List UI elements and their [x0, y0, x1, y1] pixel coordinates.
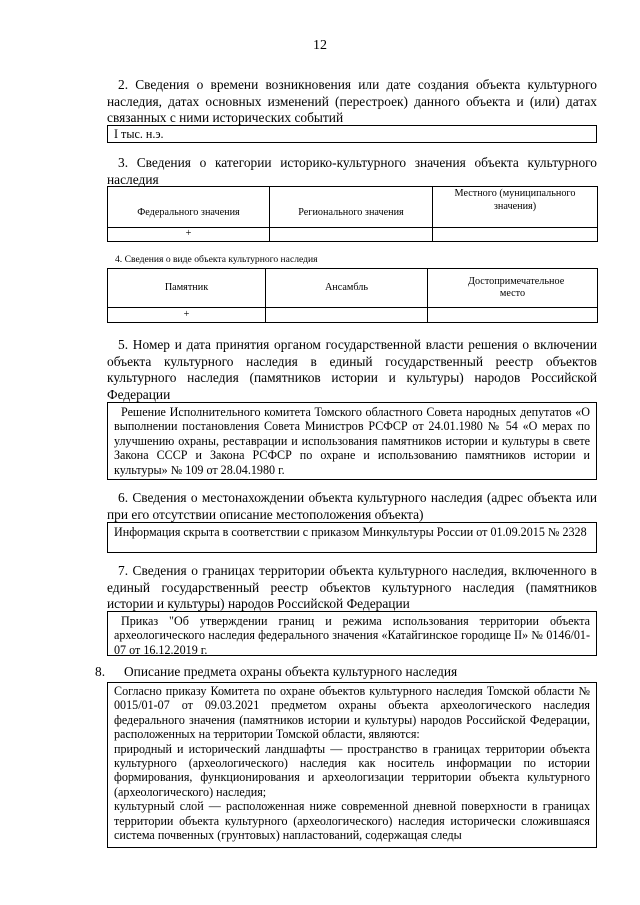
- type-landmark: Достопримечательное место: [428, 269, 598, 308]
- section-6-heading: 6. Сведения о местонахождении объекта культурного наследия (адрес объекта или при его отсутствии описание местоположения объекта): [107, 490, 597, 522]
- section-5-heading: 5. Номер и дата принятия органом государственной власти решения о включении объекта культурного наследия в единый государственный реестр объектов культурного наследия (памятников истории и культуры) народов Российской Федерации: [107, 337, 597, 402]
- type-table: [107, 268, 598, 323]
- section-2-heading: 2. Сведения о времени возникновения или дате создания объекта культурного наследия, датах основных изменений (перестроек) данного объекта и (или) датах связанных с ними исторических событий: [107, 77, 597, 125]
- section-2-value: I тыс. н.э.: [107, 125, 597, 143]
- section-8-paragraph: природный и исторический ландшафты — пространство в границах территории объекта культурного (археологического) наследия как носитель информации по истории формирования, функционирования и археологизации территории объекта культурного (археологического) наследия;: [114, 741, 590, 799]
- category-table-row: [108, 228, 598, 242]
- section-5-value: [107, 402, 597, 480]
- category-federal-mark: +: [108, 228, 270, 242]
- section-4-heading: 4. Сведения о виде объекта культурного наследия: [115, 254, 318, 265]
- type-table-header: [108, 269, 598, 308]
- category-regional-mark: [270, 228, 433, 242]
- section-8-heading: Описание предмета охраны объекта культурного наследия: [124, 664, 458, 679]
- category-table-header: [108, 187, 598, 228]
- type-monument-mark: +: [108, 308, 266, 323]
- type-ensemble-mark: [266, 308, 428, 323]
- category-table: [107, 186, 598, 242]
- category-local: Местного (муниципального значения): [433, 187, 598, 228]
- type-landmark-mark: [428, 308, 598, 323]
- section-8-paragraph: Согласно приказу Комитета по охране объектов культурного наследия Томской области № 0015/01-07 от 09.03.2021 предметом охраны объекта археологического наследия федерального значения (памятников истории и культуры) народов Российской Федерации, расположенных на территории Томской области, являются:: [114, 684, 590, 742]
- section-8-value: [107, 682, 597, 848]
- page-number: 12: [313, 38, 327, 53]
- section-7-text: Приказ "Об утверждении границ и режима использования территории объекта археологического наследия федерального значения «Катайгинское городище II» № 0146/01-07 от 16.12.2019 г.: [114, 614, 590, 657]
- section-8-paragraph: культурный слой — расположенная ниже современной дневной поверхности в границах территории объекта культурного (археологического) наследия исторически сложившаяся система почвенных (грунтовых) напластований, содержащая следы: [114, 799, 590, 843]
- section-5-text: Решение Исполнительного комитета Томского областного Совета народных депутатов «О выполнении постановления Совета Министров РСФСР от 24.01.1980 № 54 «О мерах по улучшению охраны, реставрации и использования памятников истории и культуры в свете Закона СССР и Закона РСФСР по охране и использованию памятников истории и культуры» № 109 от 28.04.1980 г.: [114, 405, 590, 477]
- category-federal: Федерального значения: [108, 187, 270, 228]
- category-regional: Регионального значения: [270, 187, 433, 228]
- section-8-number: 8.: [95, 664, 106, 679]
- section-3-heading: 3. Сведения о категории историко-культурного значения объекта культурного наследия: [107, 155, 597, 187]
- type-monument: Памятник: [108, 269, 266, 308]
- section-7-value: [107, 611, 597, 656]
- section-7-heading: 7. Сведения о границах территории объекта культурного наследия, включенного в единый государственный реестр объектов культурного наследия (памятников истории и культуры) народов Российской Федерации: [107, 563, 597, 611]
- section-6-value: Информация скрыта в соответствии с приказом Минкультуры России от 01.09.2015 № 2328: [107, 522, 597, 553]
- type-ensemble: Ансамбль: [266, 269, 428, 308]
- category-local-mark: [433, 228, 598, 242]
- type-table-row: [108, 308, 598, 323]
